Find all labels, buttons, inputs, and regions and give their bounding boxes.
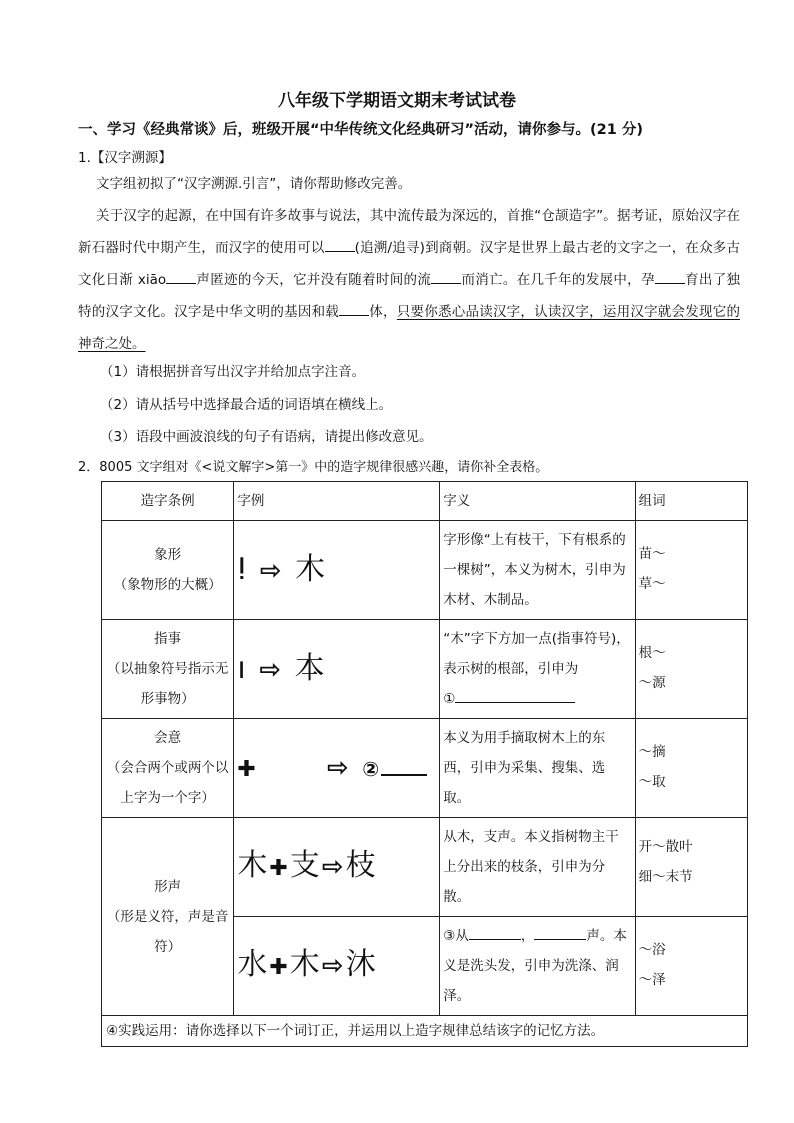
- words-cell: [635, 620, 747, 719]
- sub-question-1: （1）请根据拼音写出汉字并给加点字注音。: [100, 364, 366, 380]
- word-item: 根～: [638, 645, 666, 661]
- word-item: ～取: [638, 774, 666, 790]
- category-desc: （会合两个或两个以上字为一个字）: [106, 760, 229, 806]
- category-name: 指事: [154, 631, 182, 647]
- sub-question-3: （3）语段中画波浪线的句子有语病，请提出修改意见。: [100, 429, 433, 445]
- answer-mark: ②: [362, 756, 382, 781]
- arrow-icon: ⇨: [259, 654, 284, 685]
- question-1-heading: 1.【汉字溯源】: [78, 150, 172, 166]
- category-name: 形声: [154, 878, 182, 895]
- arrow-icon: ⇨: [259, 555, 284, 586]
- meaning-cell: 字形像“上有枝干，下有根系的一棵树”，本义为树木，引申为木材、木制品。: [440, 521, 635, 620]
- word-item: ～泽: [638, 972, 666, 988]
- question-1-intro: 文字组初拟了“汉字溯源.引言”，请你帮助修改完善。: [96, 176, 412, 192]
- meaning-cell: [440, 917, 635, 1016]
- character: 水: [237, 946, 270, 982]
- words-cell: [635, 521, 747, 620]
- meaning-cell: 从木，支声。本义指树物主干上分出来的枝条，引申为分散。: [440, 818, 635, 917]
- answer-blank-3a[interactable]: [469, 923, 521, 940]
- modern-character: 本: [294, 650, 327, 686]
- blank-3[interactable]: [431, 269, 461, 284]
- character: 木: [237, 847, 270, 883]
- example-cell: [234, 719, 440, 818]
- word-item: 苗～: [638, 546, 666, 562]
- header-example: 字例: [234, 482, 440, 521]
- character: 支: [289, 847, 322, 883]
- category-name: 象形: [154, 547, 182, 563]
- blank-2[interactable]: [166, 269, 196, 284]
- word-item: 开～散叶: [638, 839, 693, 855]
- passage-text: 育出了独特的汉字文化。汉字是中华文明的基因和载: [78, 272, 741, 320]
- word-item: ～浴: [638, 942, 666, 958]
- passage-text: 体，: [369, 304, 397, 320]
- passage-text: 而消亡。在几千年的发展中，孕: [461, 272, 655, 288]
- blank-1[interactable]: [325, 237, 355, 252]
- ancient-glyph-icon: ⵑ: [237, 551, 249, 587]
- wavy-sentence: 只要你悉心品读汉字，认读汉字，运用汉字就会发现它的神奇之处。: [78, 304, 741, 352]
- table-row-xingsheng-1: [102, 818, 748, 917]
- practice-cell: ④实践运用：请你选择以下一个词订正，并运用以上造字规律总结该字的记忆方法。: [102, 1016, 748, 1047]
- table-row-xiangxing: [102, 521, 748, 620]
- example-cell: [234, 521, 440, 620]
- arrow-icon: ⇨: [321, 950, 346, 981]
- meaning-text: 声。本义是洗头发，引申为洗涤、润泽。: [443, 928, 627, 1004]
- blank-5[interactable]: [339, 301, 369, 316]
- sub-question-2: （2）请从括号中选择最合适的词语填在横线上。: [100, 397, 393, 413]
- ancient-glyph-icon: ı: [237, 650, 248, 686]
- passage-text: 声匿迹的今天，它并没有随着时间的流: [196, 272, 432, 288]
- plus-icon: ✚: [237, 756, 258, 782]
- words-cell: [635, 917, 747, 1016]
- character: 沐: [345, 946, 378, 982]
- arrow-icon: ⇨: [326, 752, 351, 783]
- answer-blank-1[interactable]: [455, 686, 575, 703]
- plus-icon: ✚: [269, 954, 290, 980]
- page-title: 八年级下学期语文期末考试试卷: [278, 91, 516, 111]
- word-item: ～摘: [638, 744, 666, 760]
- category-desc: （象物形的大概）: [113, 577, 222, 593]
- example-cell: [234, 620, 440, 719]
- example-cell: [234, 818, 440, 917]
- character: 木: [289, 946, 322, 982]
- category-desc: （以抽象符号指示无形事物）: [106, 661, 229, 707]
- answer-blank-3b[interactable]: [534, 923, 586, 940]
- word-item: ～源: [638, 675, 666, 691]
- table-header-row: [102, 482, 748, 521]
- question-2-heading: 2．8005 文字组对《<说文解字>第一》中的造字规律很感兴趣，请你补全表格。: [78, 460, 549, 475]
- answer-mark: ③从: [443, 928, 469, 944]
- section-heading: 一、学习《经典常谈》后，班级开展“中华传统文化经典研习”活动，请你参与。(21 分): [78, 122, 644, 138]
- words-cell: [635, 818, 747, 917]
- header-words: 组词: [635, 482, 747, 521]
- table-row-practice: [102, 1016, 748, 1047]
- category-name: 会意: [154, 730, 182, 746]
- arrow-icon: ⇨: [321, 851, 346, 882]
- passage-text: (追溯/追寻)到商朝。汉字是世界上最古老的文字之一，在众多古文化日渐 xiāo: [78, 240, 740, 288]
- meaning-text: ，: [520, 928, 535, 944]
- table-row-zhishi: [102, 620, 748, 719]
- meaning-cell: 本义为用手摘取树木上的东西，引申为采集、搜集、选取。: [440, 719, 635, 818]
- word-item: 细～末节: [638, 869, 693, 885]
- example-cell: [234, 917, 440, 1016]
- modern-character: 木: [295, 551, 328, 587]
- meaning-cell: [440, 620, 635, 719]
- meaning-text: “木”字下方加一点(指事符号)，表示树的根部，引申为: [443, 631, 630, 677]
- table-row-huiyi: [102, 719, 748, 818]
- header-meaning: 字义: [440, 482, 635, 521]
- character: 枝: [345, 847, 378, 883]
- answer-blank-2[interactable]: [381, 756, 427, 776]
- plus-icon: ✚: [269, 855, 290, 881]
- header-category: 造字条例: [102, 482, 234, 521]
- question-1-passage: [78, 200, 740, 360]
- category-desc: （形是义符，声是音符）: [106, 908, 229, 955]
- word-item: 草～: [638, 576, 666, 592]
- category-cell: [102, 620, 234, 719]
- character-table: [101, 481, 748, 1047]
- passage-text: 关于汉字的起源，在中国有许多故事与说法，其中流传最为深远的，首推“仓颉造字”。据考证，原始汉字在新石器时代中期产生，而汉字的使用可以: [78, 208, 740, 256]
- category-cell: [102, 719, 234, 818]
- category-cell: [102, 521, 234, 620]
- words-cell: [635, 719, 747, 818]
- blank-4[interactable]: [655, 269, 685, 284]
- category-cell: [102, 818, 234, 1016]
- answer-mark: ①: [443, 691, 456, 707]
